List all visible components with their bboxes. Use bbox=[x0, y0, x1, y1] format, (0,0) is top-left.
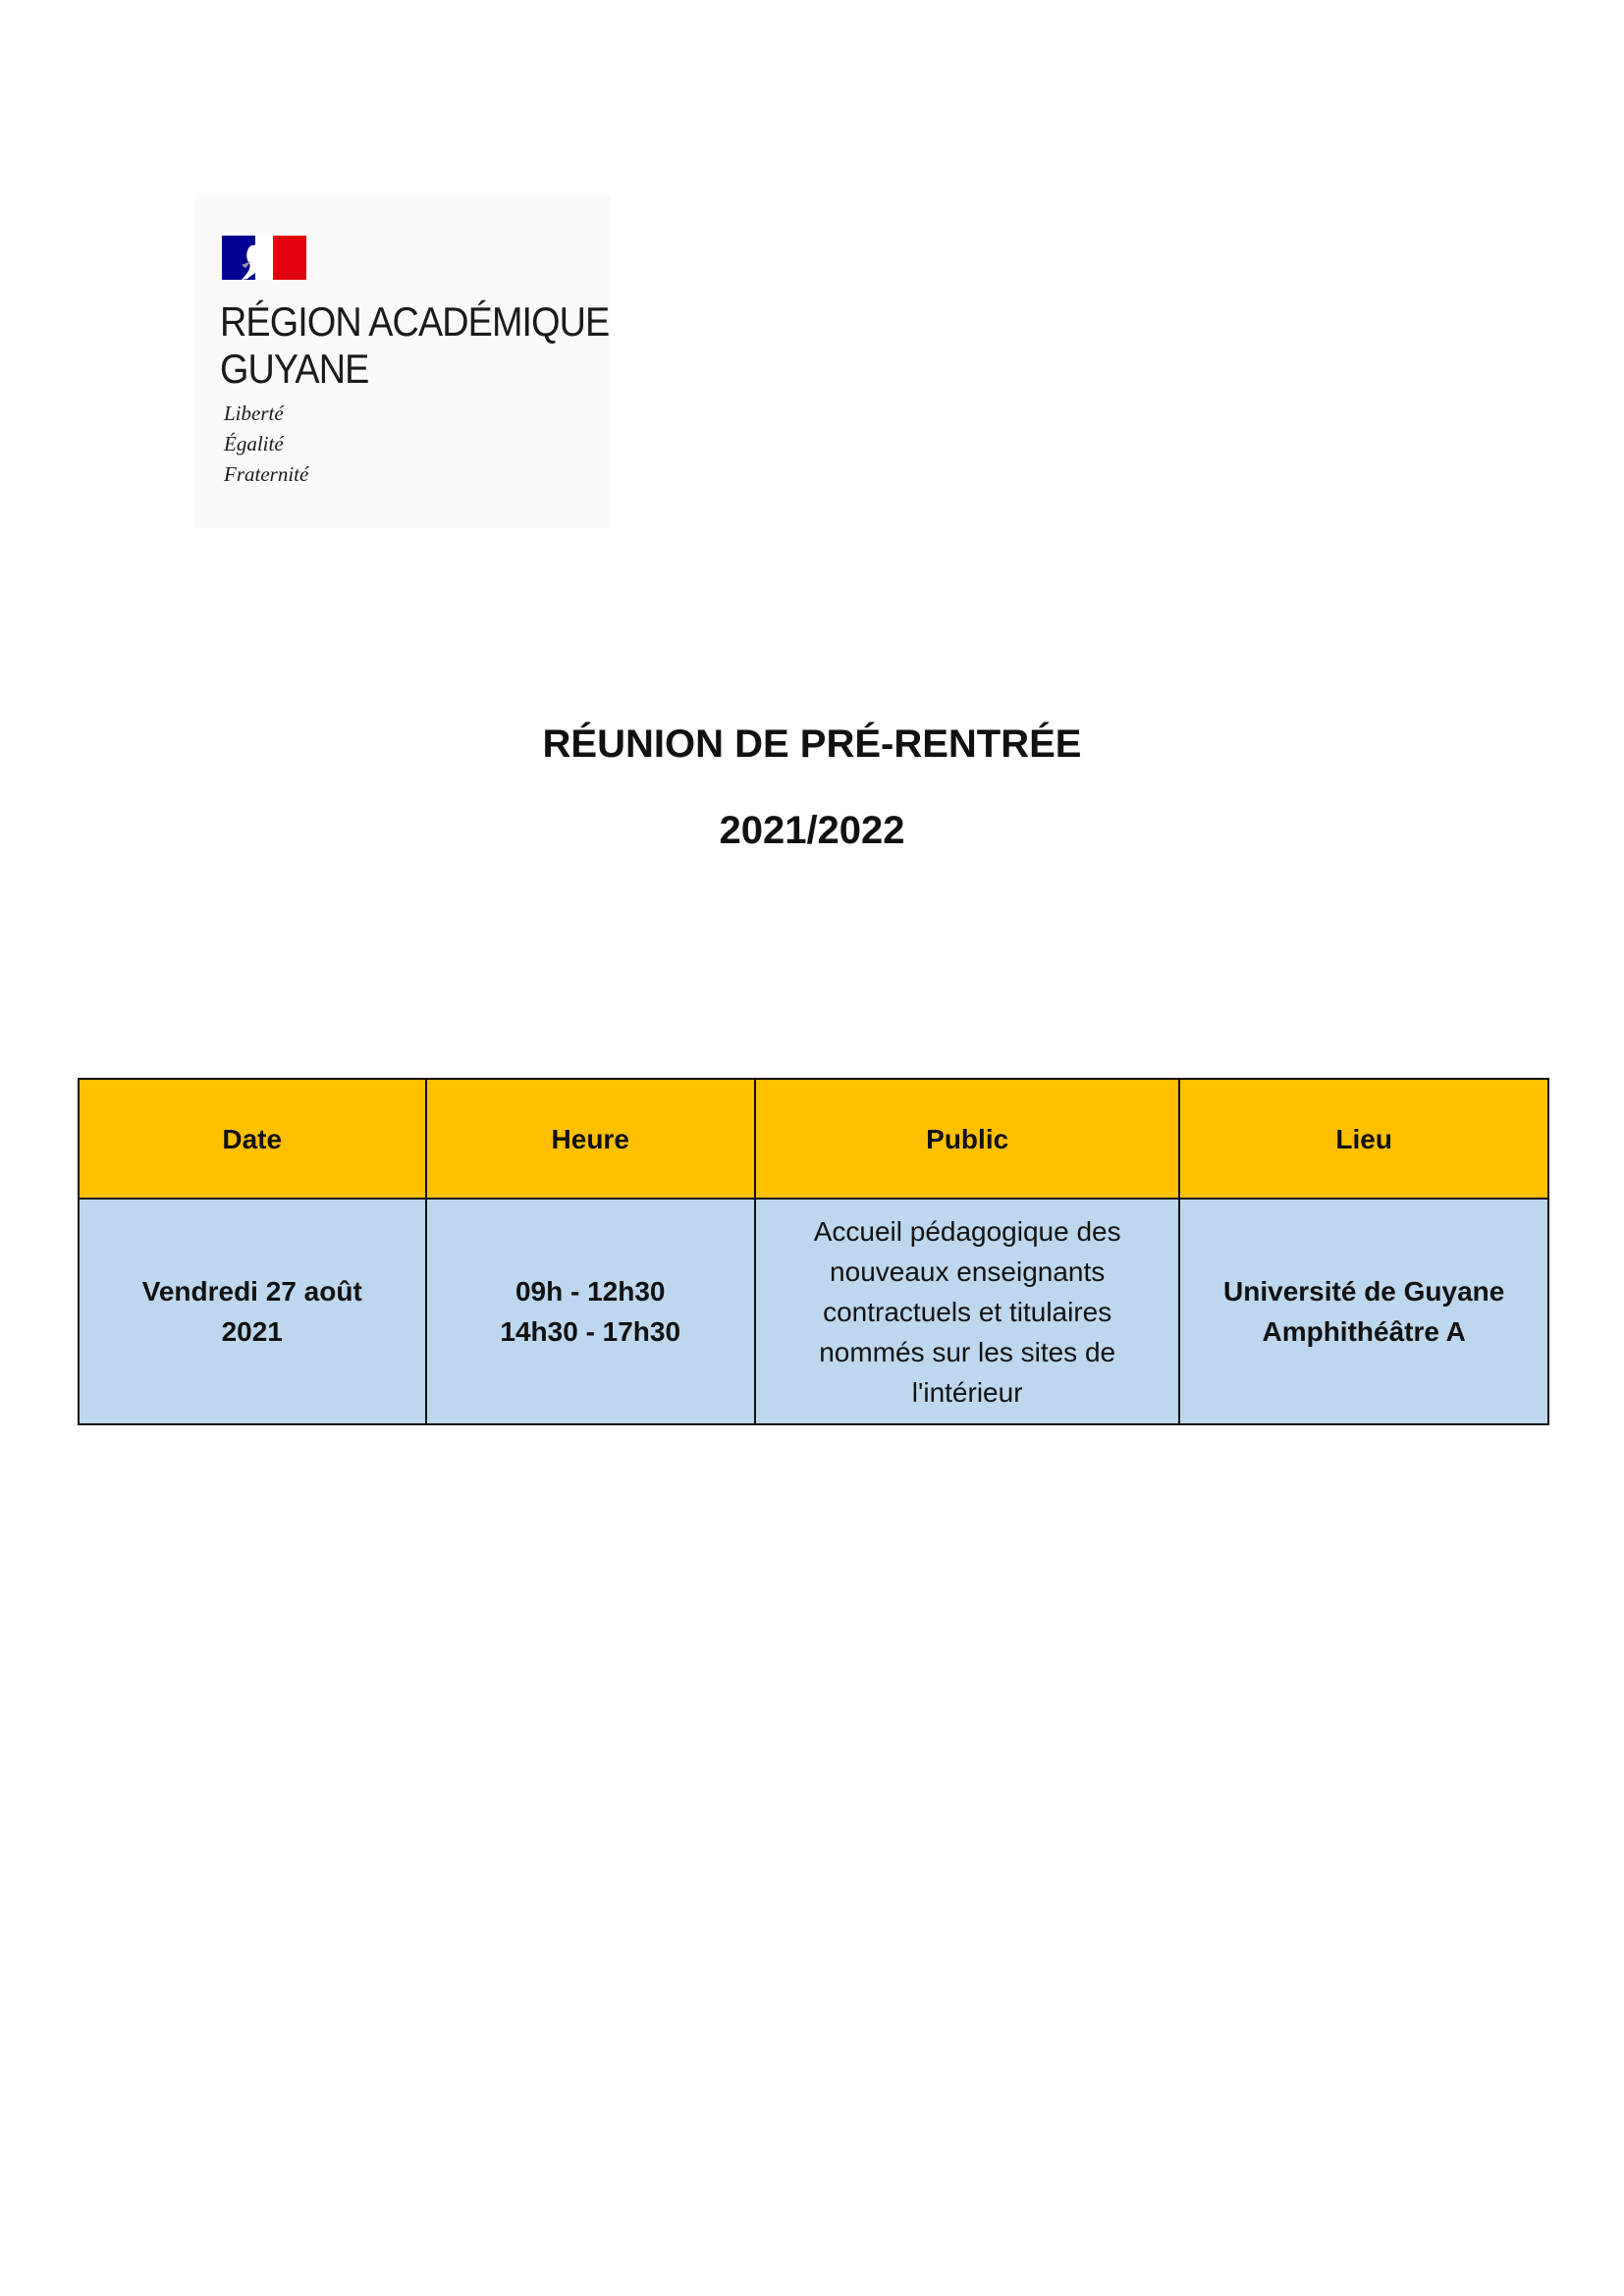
cell-public-line-1: Accueil pédagogique des bbox=[813, 1215, 1121, 1247]
cell-date-line-1: Vendredi 27 août bbox=[141, 1276, 362, 1307]
table-row bbox=[79, 1199, 1548, 1424]
cell-public-line-5: l'intérieur bbox=[911, 1376, 1023, 1408]
cell-lieu-line-1: Université de Guyane bbox=[1223, 1276, 1505, 1307]
logo-title-line-1: RÉGION ACADÉMIQUE bbox=[220, 298, 610, 345]
cell-public-line-3: contractuels et titulaires bbox=[823, 1296, 1112, 1327]
republic-motto bbox=[224, 399, 308, 490]
cell-heure-line-1: 09h - 12h30 bbox=[514, 1276, 666, 1307]
cell-lieu bbox=[1179, 1199, 1548, 1424]
cell-public-line-2: nouveaux enseignants bbox=[830, 1255, 1106, 1287]
table-header-row bbox=[79, 1079, 1548, 1199]
logo-title bbox=[220, 298, 609, 393]
column-header-date: Date bbox=[79, 1079, 426, 1199]
cell-heure-line-2: 14h30 - 17h30 bbox=[500, 1316, 681, 1347]
marianne-flag-icon bbox=[222, 236, 306, 280]
motto-fraternite: Fraternité bbox=[224, 462, 309, 486]
document-title: RÉUNION DE PRÉ-RENTRÉE bbox=[542, 722, 1082, 766]
cell-lieu-line-2: Amphithéâtre A bbox=[1262, 1316, 1466, 1347]
cell-public-line-4: nommés sur les sites de bbox=[819, 1336, 1116, 1367]
cell-date bbox=[79, 1199, 426, 1424]
logo-title-line-2: GUYANE bbox=[220, 346, 369, 392]
column-header-lieu: Lieu bbox=[1179, 1079, 1548, 1199]
column-header-public: Public bbox=[755, 1079, 1179, 1199]
cell-public bbox=[755, 1199, 1179, 1424]
cell-heure bbox=[426, 1199, 755, 1424]
schedule-table bbox=[78, 1078, 1549, 1425]
cell-date-line-2: 2021 bbox=[221, 1316, 283, 1347]
motto-egalite: Égalité bbox=[224, 432, 284, 455]
motto-liberte: Liberté bbox=[224, 401, 284, 425]
logo-block bbox=[194, 194, 611, 528]
column-header-heure: Heure bbox=[426, 1079, 755, 1199]
document-subtitle-year: 2021/2022 bbox=[719, 809, 905, 852]
